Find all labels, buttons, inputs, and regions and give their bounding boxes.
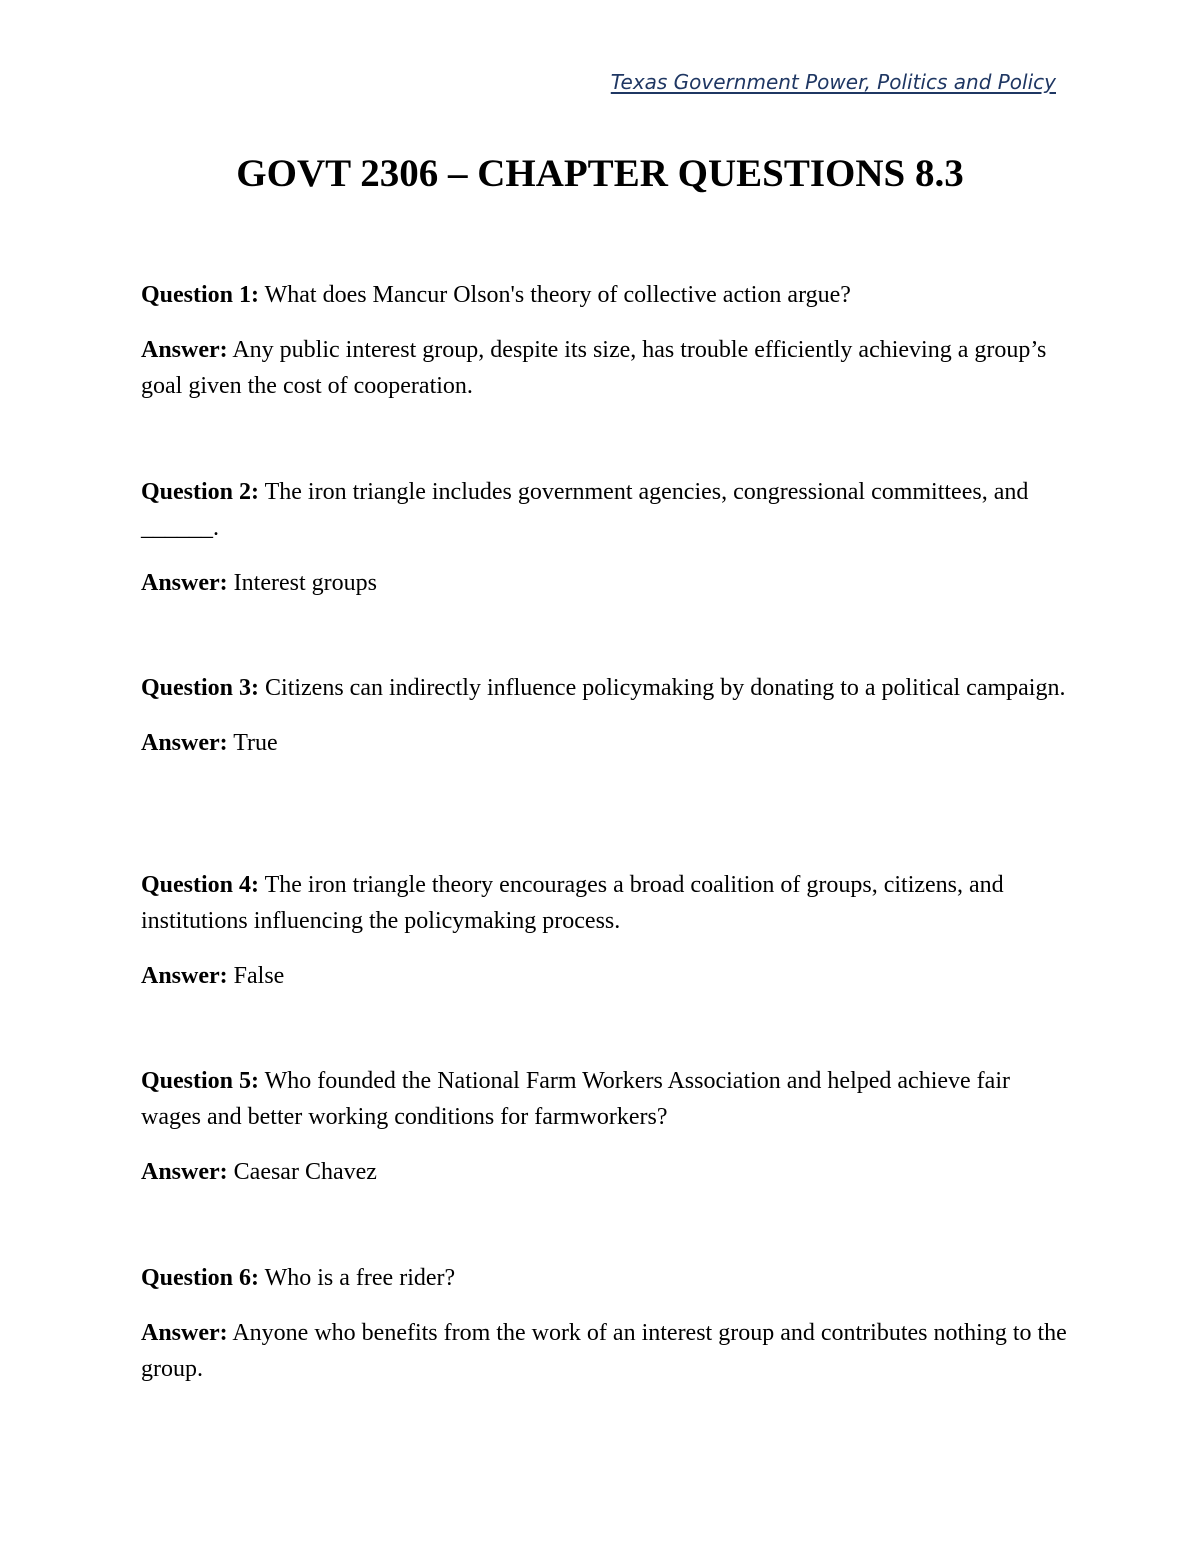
- question-item-4: [141, 867, 1071, 1064]
- answer-1-text: Any public interest group, despite its size, has trouble efficiently achieving a group’s goal given the cost of cooperation.: [141, 337, 1047, 399]
- question-4-text: The iron triangle theory encourages a broad coalition of groups, citizens, and institutions influencing the policymaking process.: [141, 871, 1004, 934]
- question-item-1: [141, 277, 1071, 474]
- question-list: [141, 277, 1071, 1456]
- question-5-label: Question 5:: [141, 1068, 260, 1094]
- answer-5-text: Caesar Chavez: [233, 1159, 377, 1185]
- question-6-text: Who is a free rider?: [264, 1264, 456, 1291]
- answer-3-text: True: [233, 730, 278, 756]
- answer-6: [141, 1315, 1071, 1387]
- answer-3: [141, 725, 1071, 761]
- answer-6-text: Anyone who benefits from the work of an interest group and contributes nothing to the group.: [141, 1319, 1067, 1382]
- document-title: GOVT 2306 – CHAPTER QUESTIONS 8.3: [236, 152, 964, 195]
- question-3-label: Question 3:: [141, 675, 260, 701]
- question-5-text: Who founded the National Farm Workers Association and helped achieve fair wages and better working conditions for farmworkers?: [141, 1068, 1010, 1130]
- question-4: [141, 867, 1071, 939]
- answer-4-text: False: [233, 962, 285, 989]
- question-6-label: Question 6:: [141, 1264, 260, 1291]
- answer-2-text: Interest groups: [233, 569, 377, 596]
- answer-2-label: Answer:: [141, 569, 228, 596]
- question-2: [141, 474, 1071, 546]
- question-item-5: [141, 1063, 1071, 1260]
- question-item-3: [141, 670, 1071, 867]
- question-1-label: Question 1:: [141, 282, 260, 308]
- question-1-text: What does Mancur Olson's theory of collective action argue?: [264, 282, 851, 308]
- question-2-text: The iron triangle includes government agencies, congressional committees, and ______.: [141, 478, 1029, 541]
- answer-3-label: Answer:: [141, 730, 228, 756]
- answer-5-label: Answer:: [141, 1159, 228, 1185]
- question-item-6: [141, 1260, 1071, 1457]
- answer-2: [141, 565, 1071, 601]
- question-3-text: Citizens can indirectly influence policymaking by donating to a political campaign.: [265, 675, 1066, 701]
- answer-6-label: Answer:: [141, 1319, 228, 1346]
- question-5: [141, 1063, 1071, 1135]
- answer-1: [141, 332, 1071, 404]
- question-2-label: Question 2:: [141, 478, 260, 505]
- answer-5: [141, 1154, 1071, 1190]
- answer-4: [141, 958, 1071, 994]
- answer-1-label: Answer:: [141, 337, 228, 363]
- question-1: [141, 277, 1071, 313]
- running-header: Texas Government Power, Politics and Policy: [610, 70, 1056, 94]
- answer-4-label: Answer:: [141, 962, 228, 989]
- question-3: [141, 670, 1071, 706]
- question-6: [141, 1260, 1071, 1296]
- question-item-2: [141, 474, 1071, 671]
- question-4-label: Question 4:: [141, 871, 260, 898]
